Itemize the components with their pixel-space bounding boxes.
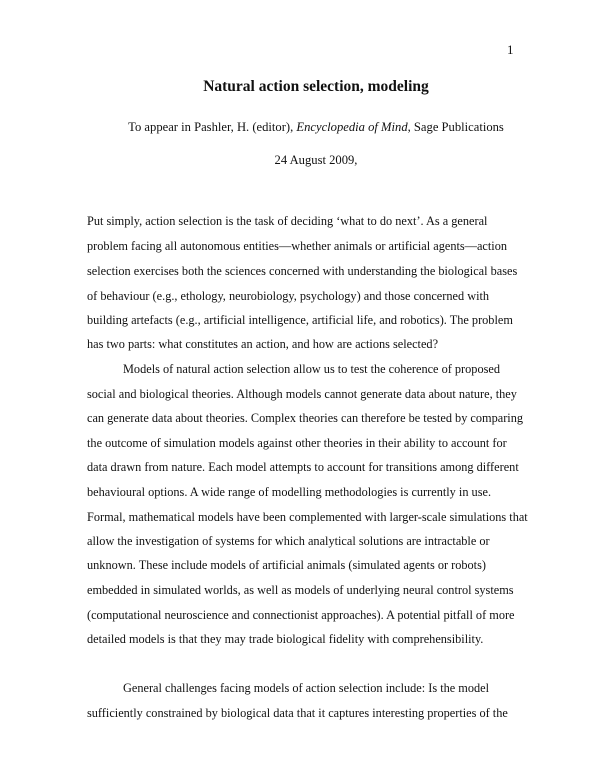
body-line: behavioural options. A wide range of modelling methodologies is currently in use. [87, 485, 492, 499]
document-title: Natural action selection, modeling [203, 78, 429, 95]
body-line: Formal, mathematical models have been complemented with larger-scale simulations that [87, 510, 528, 524]
body-line: social and biological theories. Although models cannot generate data about nature, they [87, 387, 517, 401]
body-line: building artefacts (e.g., artificial intelligence, artificial life, and robotics). The problem [87, 313, 513, 327]
body-line: unknown. These include models of artificial animals (simulated agents or robots) [87, 558, 486, 572]
body-line: detailed models is that they may trade biological fidelity with comprehensibility. [87, 632, 484, 646]
body-line: data drawn from nature. Each model attempts to account for transitions among different [87, 460, 519, 474]
body-line: of behaviour (e.g., ethology, neurobiology, psychology) and those concerned with [87, 289, 490, 303]
body-line: sufficiently constrained by biological data that it captures interesting properties of the [87, 706, 508, 720]
body-line: embedded in simulated worlds, as well as models of underlying neural control systems [87, 583, 514, 597]
byline-source: Encyclopedia of Mind [296, 120, 408, 134]
body-line: (computational neuroscience and connectionist approaches). A potential pitfall of more [87, 608, 515, 622]
body-line: selection exercises both the sciences concerned with understanding the biological bases [87, 264, 518, 278]
body-line: problem facing all autonomous entities—whether animals or artificial agents—action [87, 239, 508, 253]
body-line: Put simply, action selection is the task of deciding ‘what to do next’. As a general [87, 214, 488, 228]
body-line: can generate data about theories. Complex theories can therefore be tested by comparing [87, 411, 524, 425]
body-line: General challenges facing models of action selection include: Is the model [123, 681, 490, 695]
byline [0, 120, 600, 135]
byline-prefix: To appear in Pashler, H. (editor), [128, 120, 297, 134]
body-line: has two parts: what constitutes an action, and how are actions selected? [87, 337, 439, 351]
byline-suffix: , Sage Publications [407, 120, 504, 134]
body-line: allow the investigation of systems for which analytical solutions are intractable or [87, 534, 490, 548]
document-date: 24 August 2009, [274, 153, 358, 167]
body-line: Models of natural action selection allow us to test the coherence of proposed [123, 362, 500, 376]
body-line: the outcome of simulation models against other theories in their ability to account for [87, 436, 507, 450]
page-number: 1 [507, 42, 514, 57]
